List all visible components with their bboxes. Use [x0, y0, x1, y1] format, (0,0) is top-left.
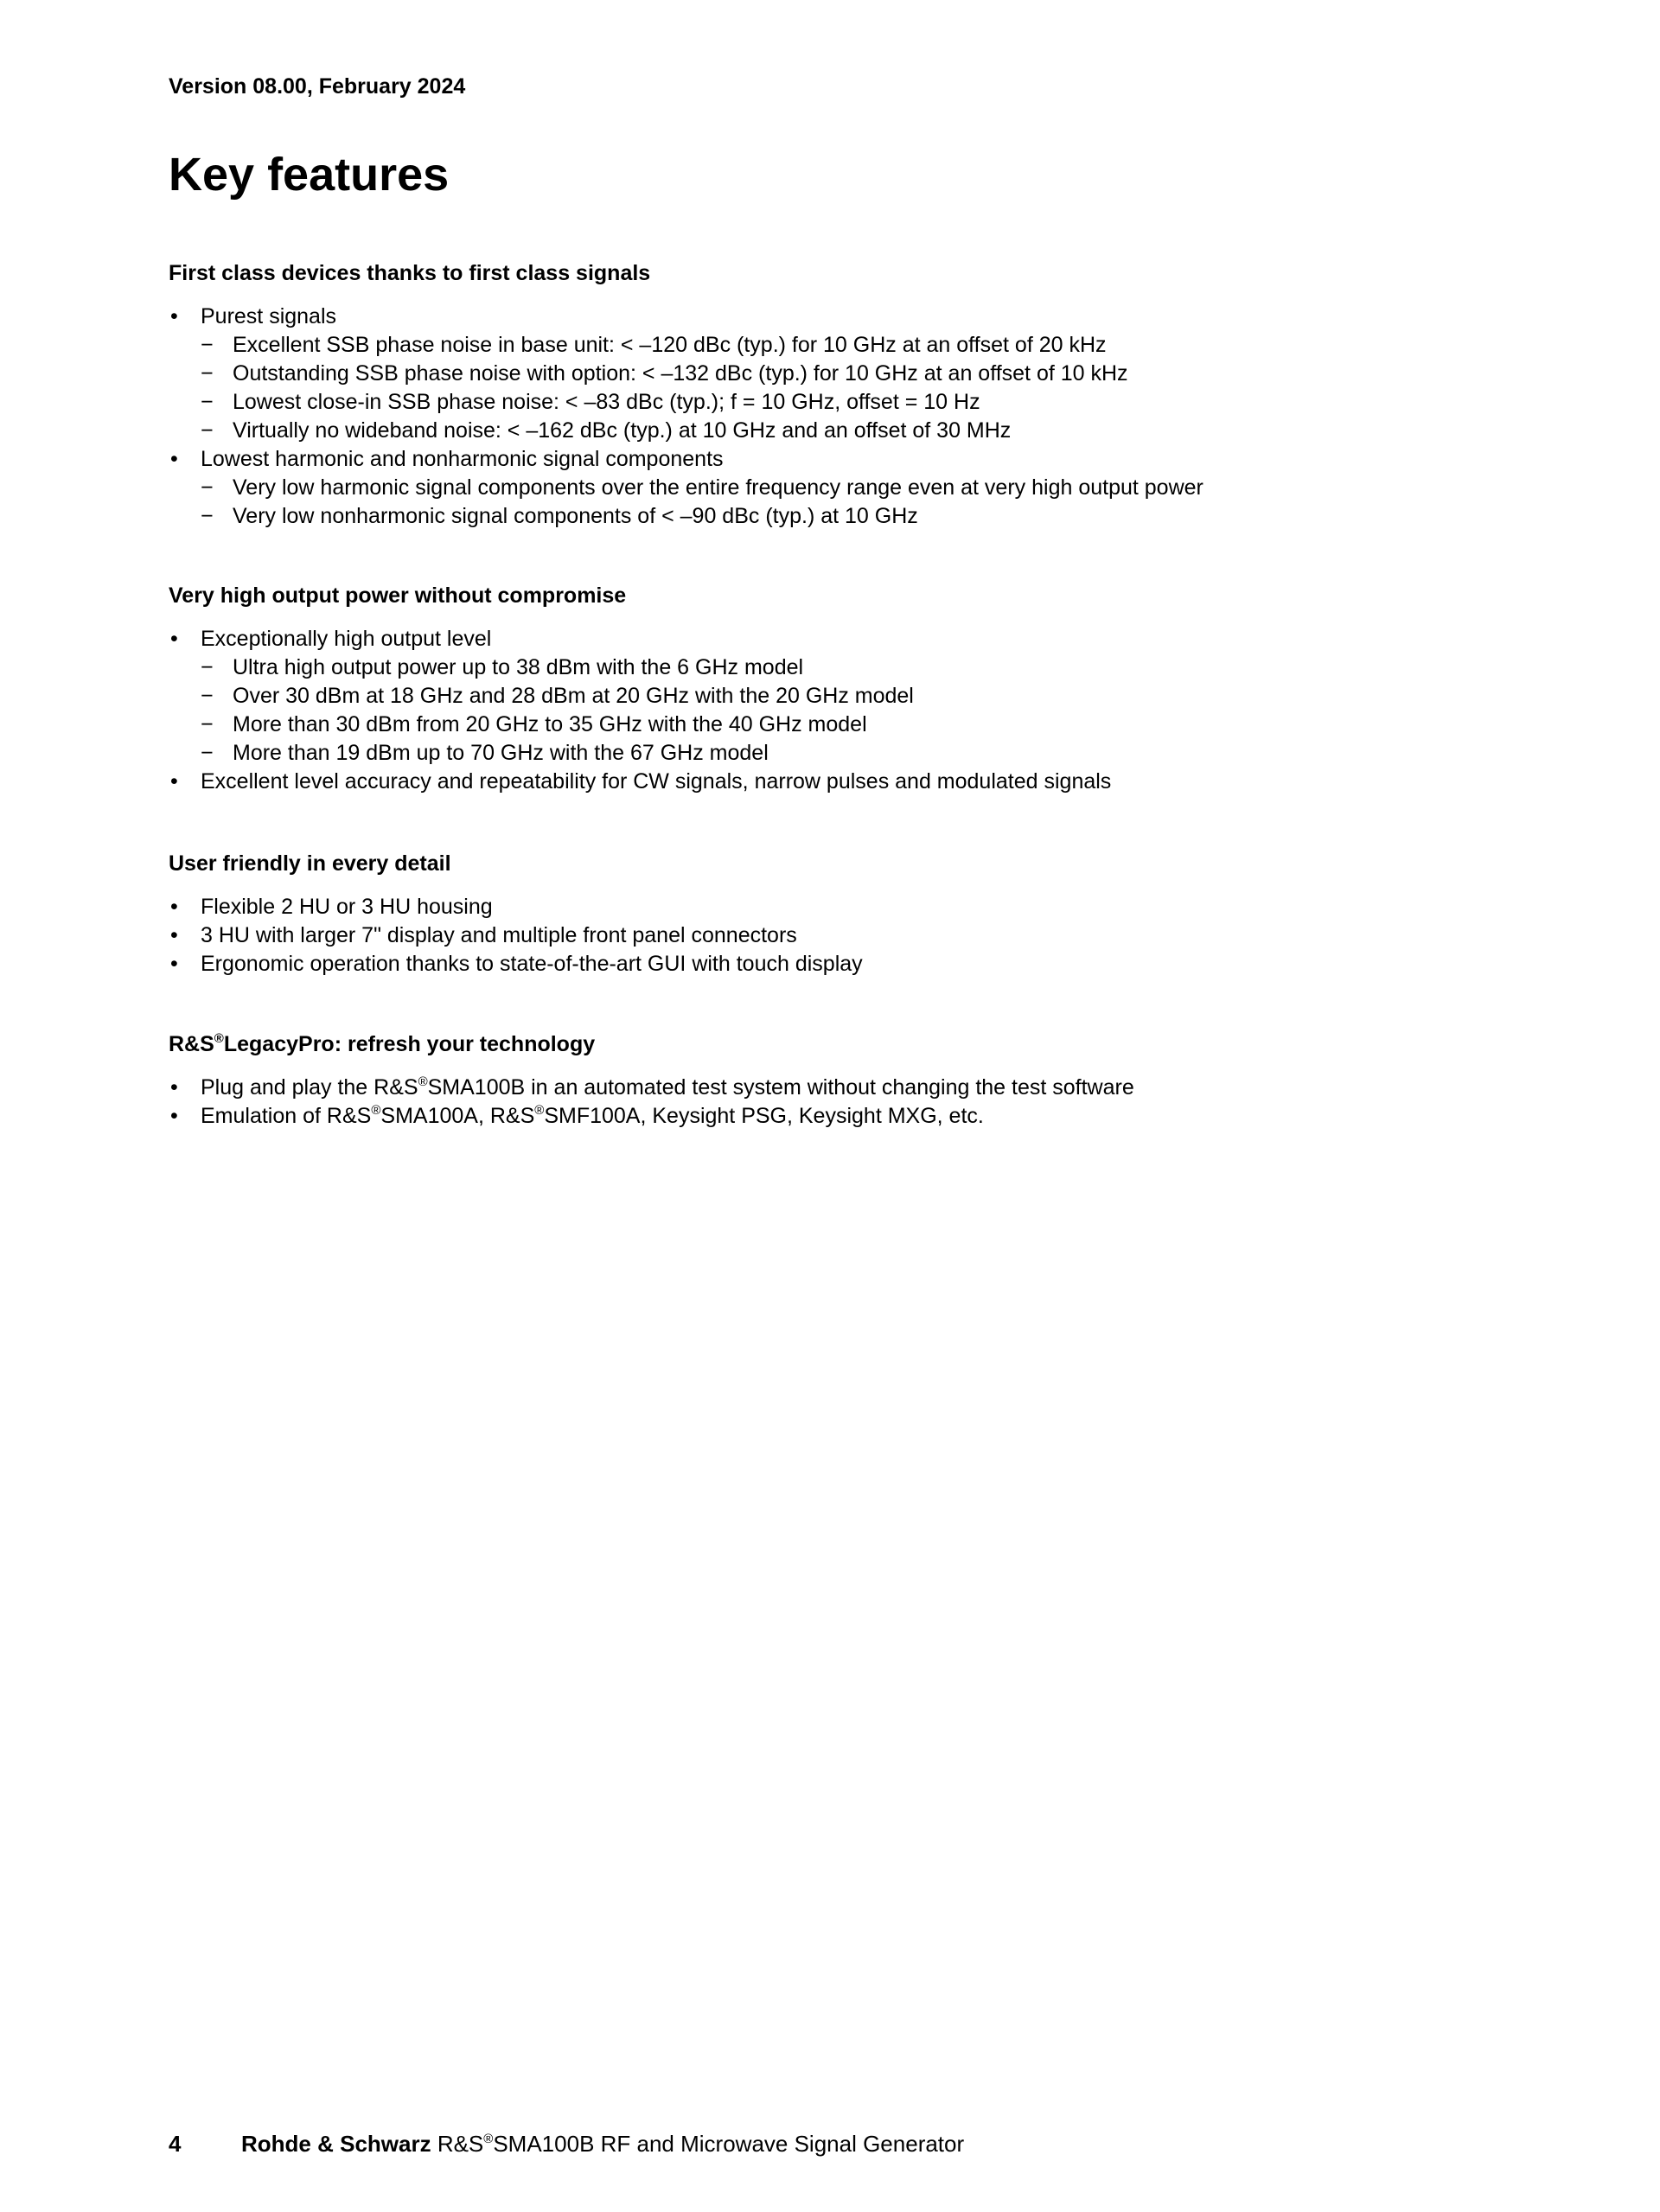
bullet-marker: •: [170, 447, 178, 471]
section-heading-text: LegacyPro: refresh your technology: [223, 1032, 596, 1056]
bullet-list: [169, 303, 1517, 531]
bullet-marker: •: [170, 952, 178, 976]
list-item: [169, 625, 1517, 768]
sub-list-item: [201, 417, 1517, 445]
list-item-text: Emulation of R&S: [201, 1104, 372, 1128]
section-user-friendly: [169, 850, 1517, 979]
sub-list: [201, 474, 1517, 531]
list-item-text: SMA100B in an automated test system without changing the test software: [427, 1075, 1134, 1100]
sub-list-item-text: Very low nonharmonic signal components of < –90 dBc (typ.) at 10 GHz: [233, 504, 918, 528]
footer-brand: Rohde & Schwarz: [241, 2131, 431, 2157]
sub-list: [201, 331, 1517, 445]
list-item: [169, 893, 1517, 921]
list-item: [169, 921, 1517, 950]
dash-marker: −: [201, 418, 214, 443]
section-heading-brand: R&S: [169, 1032, 214, 1056]
dash-marker: −: [201, 504, 214, 528]
list-item-text: Purest signals: [201, 304, 337, 328]
list-item: [169, 303, 1517, 445]
sub-list-item-text: Very low harmonic signal components over the entire frequency range even at very high output power: [233, 475, 1204, 500]
registered-mark: ®: [214, 1031, 224, 1046]
sub-list-item: [201, 388, 1517, 417]
bullet-list: [169, 625, 1517, 796]
sub-list-item-text: More than 19 dBm up to 70 GHz with the 67 GHz model: [233, 741, 769, 765]
list-item: [169, 445, 1517, 531]
dash-marker: −: [201, 333, 214, 357]
sub-list-item: [201, 360, 1517, 388]
section-heading: Very high output power without compromise: [169, 583, 627, 608]
list-item-text: Ergonomic operation thanks to state-of-the-art GUI with touch display: [201, 952, 863, 976]
page-footer: [169, 2129, 964, 2158]
section-heading: First class devices thanks to first class signals: [169, 261, 651, 285]
page-number: 4: [169, 2131, 182, 2157]
bullet-marker: •: [170, 1104, 178, 1128]
dash-marker: −: [201, 655, 214, 679]
list-item: [169, 1074, 1517, 1102]
dash-marker: −: [201, 741, 214, 765]
sub-list-item-text: Outstanding SSB phase noise with option: < –132 dBc (typ.) for 10 GHz at an offset of 10 kHz: [233, 361, 1128, 386]
bullet-list: [169, 1074, 1517, 1131]
dash-marker: −: [201, 712, 214, 736]
section-heading: [169, 1030, 1517, 1058]
section-legacypro: [169, 1030, 1517, 1131]
sub-list-item: [201, 682, 1517, 711]
sub-list-item: [201, 502, 1517, 531]
version-line: Version 08.00, February 2024: [169, 74, 466, 99]
footer-product-prefix: R&S: [431, 2131, 484, 2157]
section-output-power: [169, 582, 1517, 796]
list-item-text: SMA100A, R&S: [380, 1104, 535, 1128]
sub-list-item-text: Ultra high output power up to 38 dBm with the 6 GHz model: [233, 655, 804, 679]
section-first-class-signals: [169, 259, 1517, 531]
sub-list-item: [201, 739, 1517, 768]
dash-marker: −: [201, 475, 214, 500]
list-item-text: Flexible 2 HU or 3 HU housing: [201, 895, 493, 919]
bullet-marker: •: [170, 923, 178, 947]
dash-marker: −: [201, 361, 214, 386]
bullet-marker: •: [170, 769, 178, 794]
bullet-list: [169, 893, 1517, 979]
sub-list-item-text: Lowest close-in SSB phase noise: < –83 dBc (typ.); f = 10 GHz, offset = 10 Hz: [233, 390, 980, 414]
bullet-marker: •: [170, 304, 178, 328]
registered-mark: ®: [418, 1074, 428, 1089]
list-item-text: SMF100A, Keysight PSG, Keysight MXG, etc.: [544, 1104, 984, 1128]
sub-list-item: [201, 711, 1517, 739]
bullet-marker: •: [170, 1075, 178, 1100]
bullet-marker: •: [170, 895, 178, 919]
sub-list-item-text: Over 30 dBm at 18 GHz and 28 dBm at 20 GHz with the 20 GHz model: [233, 684, 914, 708]
dash-marker: −: [201, 390, 214, 414]
sub-list: [201, 653, 1517, 768]
sub-list-item-text: More than 30 dBm from 20 GHz to 35 GHz with the 40 GHz model: [233, 712, 867, 736]
section-heading: User friendly in every detail: [169, 851, 451, 876]
registered-mark: ®: [371, 1103, 381, 1118]
registered-mark: ®: [534, 1103, 545, 1118]
list-item: [169, 768, 1517, 796]
dash-marker: −: [201, 684, 214, 708]
list-item-text: Exceptionally high output level: [201, 627, 492, 651]
sub-list-item-text: Excellent SSB phase noise in base unit: < –120 dBc (typ.) for 10 GHz at an offset of 20 kHz: [233, 333, 1107, 357]
sub-list-item: [201, 653, 1517, 682]
registered-mark: ®: [483, 2132, 494, 2146]
list-item: [169, 950, 1517, 979]
sub-list-item: [201, 331, 1517, 360]
footer-product-name: SMA100B RF and Microwave Signal Generator: [493, 2131, 965, 2157]
bullet-marker: •: [170, 627, 178, 651]
sub-list-item: [201, 474, 1517, 502]
list-item-text: Excellent level accuracy and repeatability for CW signals, narrow pulses and modulated signals: [201, 769, 1112, 794]
page-title: Key features: [169, 149, 450, 201]
list-item-text: 3 HU with larger 7" display and multiple front panel connectors: [201, 923, 797, 947]
sub-list-item-text: Virtually no wideband noise: < –162 dBc (typ.) at 10 GHz and an offset of 30 MHz: [233, 418, 1012, 443]
list-item-text: Lowest harmonic and nonharmonic signal components: [201, 447, 724, 471]
list-item: [169, 1102, 1517, 1131]
list-item-text: Plug and play the R&S: [201, 1075, 418, 1100]
